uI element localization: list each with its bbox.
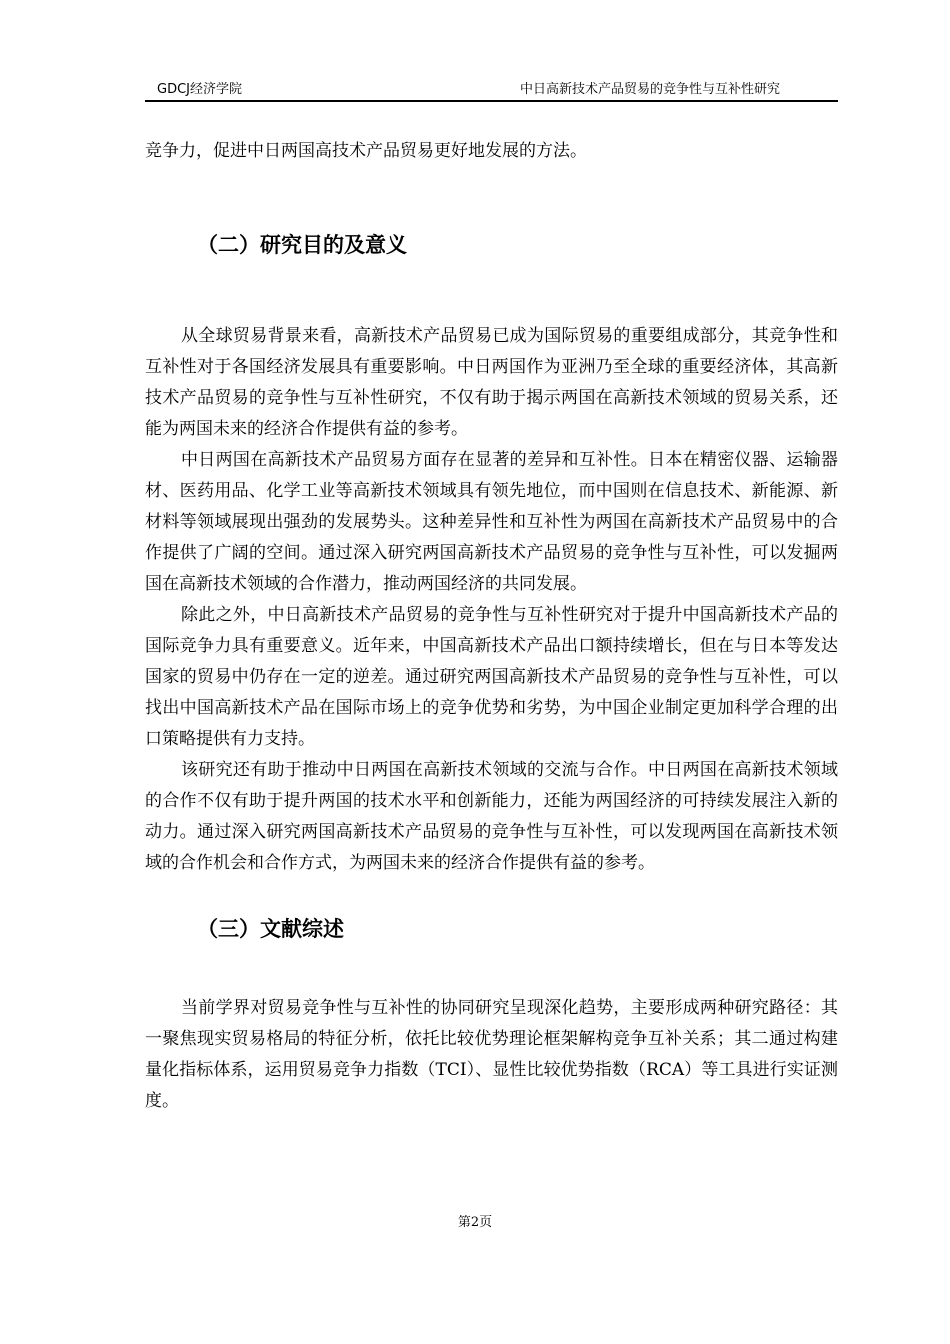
section-2-paragraph-3: 除此之外，中日高新技术产品贸易的竞争性与互补性研究对于提升中国高新技术产品的国际竞争力具有重要意义。近年来，中国高新技术产品出口额持续增长，但在与日本等发达国家的贸易中仍存在一定的逆差。通过研究两国高新技术产品贸易的竞争性与互补性，可以找出中国高新技术产品在国际市场上的竞争优势和劣势，为中国企业制定更加科学合理的出口策略提供有力支持。	[145, 605, 838, 749]
header-paper-title: 中日高新技术产品贸易的竞争性与互补性研究	[519, 82, 780, 97]
intro-continuation-paragraph: 竞争力，促进中日两国高技术产品贸易更好地发展的方法。	[145, 141, 587, 161]
page-body	[145, 136, 838, 1117]
section-2-heading: （二）研究目的及意义	[197, 233, 407, 257]
section-2-paragraph-2: 中日两国在高新技术产品贸易方面存在显著的差异和互补性。日本在精密仪器、运输器材、医药用品、化学工业等高新技术领域具有领先地位，而中国则在信息技术、新能源、新材料等领域展现出强劲的发展势头。这种差异性和互补性为两国在高新技术产品贸易中的合作提供了广阔的空间。通过深入研究两国高新技术产品贸易的竞争性与互补性，可以发掘两国在高新技术领域的合作潜力，推动两国经济的共同发展。	[145, 450, 838, 594]
section-3-heading: （三）文献综述	[197, 917, 344, 941]
header-divider	[145, 100, 838, 102]
page-number: 第2页	[457, 1215, 493, 1230]
section-2-paragraph-1: 从全球贸易背景来看，高新技术产品贸易已成为国际贸易的重要组成部分，其竞争性和互补性对于各国经济发展具有重要影响。中日两国作为亚洲乃至全球的重要经济体，其高新技术产品贸易的竞争性与互补性研究，不仅有助于揭示两国在高新技术领域的贸易关系，还能为两国未来的经济合作提供有益的参考。	[145, 326, 838, 439]
section-3-paragraph-1: 当前学界对贸易竞争性与互补性的协同研究呈现深化趋势，主要形成两种研究路径：其一聚焦现实贸易格局的特征分析，依托比较优势理论框架解构竞争互补关系；其二通过构建量化指标体系，运用贸易竞争力指数（TCI）、显性比较优势指数（RCA）等工具进行实证测度。	[145, 998, 838, 1111]
section-2-paragraph-4: 该研究还有助于推动中日两国在高新技术领域的交流与合作。中日两国在高新技术领域的合作不仅有助于提升两国的技术水平和创新能力，还能为两国经济的可持续发展注入新的动力。通过深入研究两国高新技术产品贸易的竞争性与互补性，可以发现两国在高新技术领域的合作机会和合作方式，为两国未来的经济合作提供有益的参考。	[145, 760, 838, 873]
header-school-name: GDCJ经济学院	[157, 82, 242, 97]
